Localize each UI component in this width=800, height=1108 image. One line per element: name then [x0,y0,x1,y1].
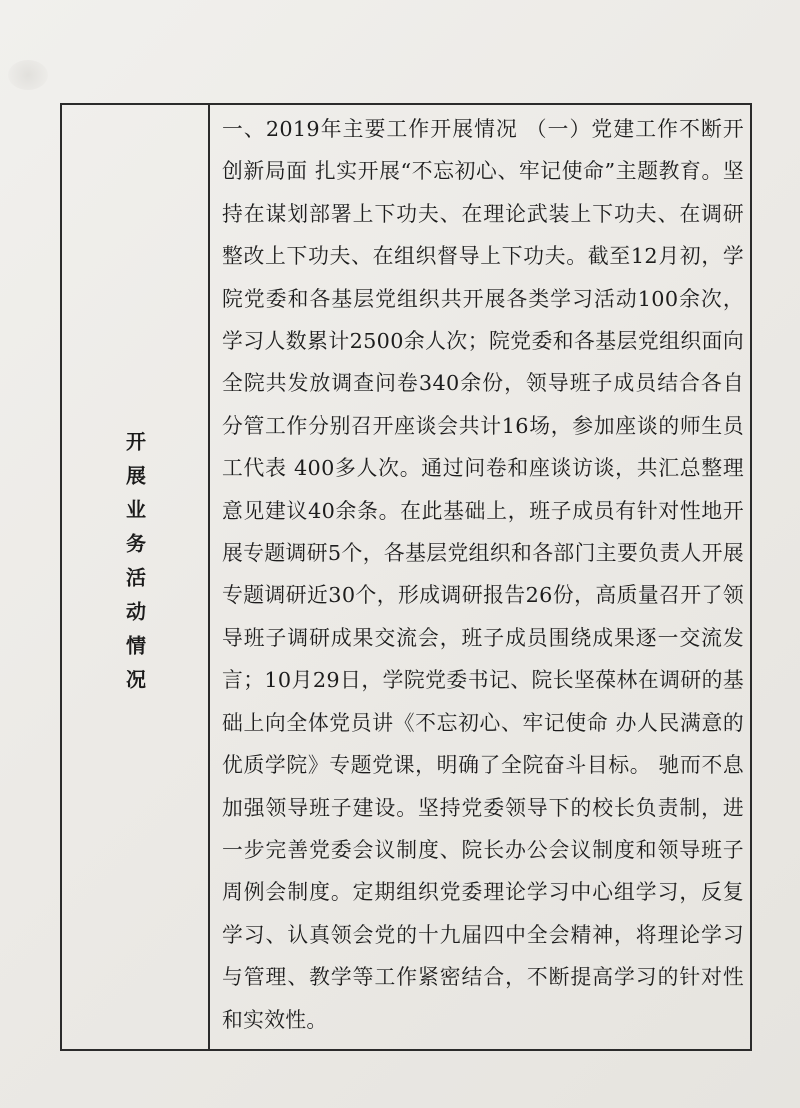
row-label-cell [62,103,208,1051]
row-label: 开展业务活动情况 [122,431,147,703]
content-cell [222,108,744,1048]
column-divider [208,103,210,1051]
body-text: 一、2019年主要工作开展情况 （一）党建工作不断开创新局面 扎实开展“不忘初心、牢记使命”主题教育。坚持在谋划部署上下功夫、在理论武装上下功夫、在调研整改上下功夫、在组织督导上下功夫。截至12月初，学院党委和各基层党组织共开展各类学习活动100余次，学习人数累计2500余人次；院党委和各基层党组织面向全院共发放调查问卷340余份，领导班子成员结合各自分管工作分别召开座谈会共计16场，参加座谈的师生员工代表 400多人次。通过问卷和座谈访谈，共汇总整理意见建议40余条。在此基础上，班子成员有针对性地开展专题调研5个，各基层党组织和各部门主要负责人开展专题调研近30个，形成调研报告26份，高质量召开了领导班子调研成果交流会，班子成员围绕成果逐一交流发言；10月29日，学院党委书记、院长坚葆林在调研的基础上向全体党员讲《不忘初心、牢记使命 办人民满意的优质学院》专题党课，明确了全院奋斗目标。 驰而不息加强领导班子建设。坚持党委领导下的校长负责制，进一步完善党委会议制度、院长办公会议制度和领导班子周例会制度。定期组织党委理论学习中心组学习，反复学习、认真领会党的十九届四中全会精神，将理论学习与管理、教学等工作紧密结合，不断提高学习的针对性和实效性。 [222,117,744,1032]
paper-smudge [8,60,48,90]
